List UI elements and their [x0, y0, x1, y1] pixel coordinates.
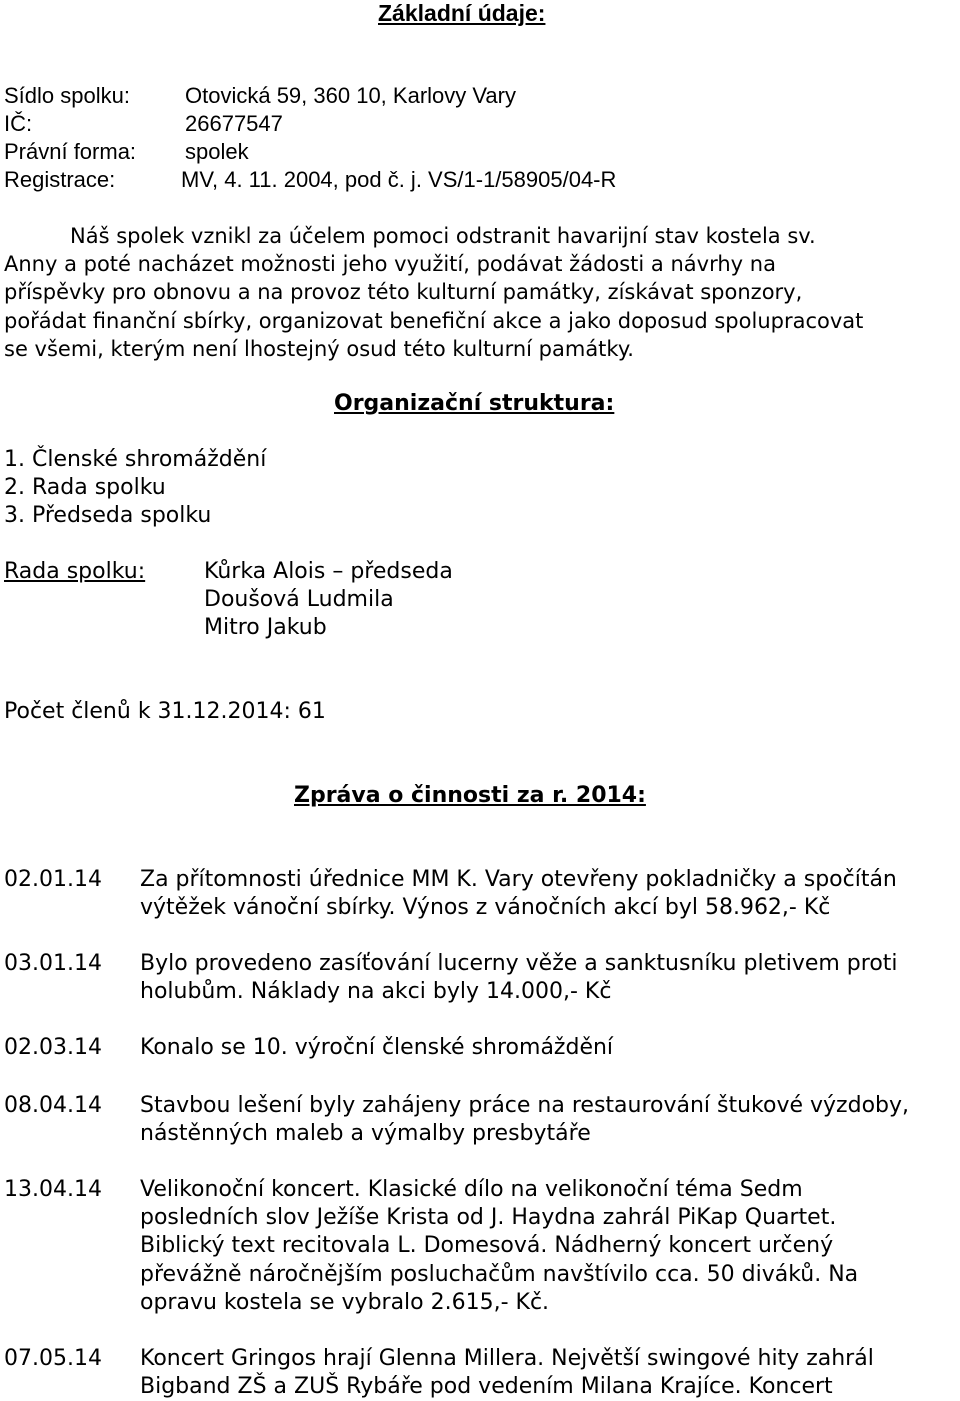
basic-label-legal-form: Právní forma: [4, 139, 137, 164]
report-line: Velikonoční koncert. Klasické dílo na velikonoční téma Sedm [140, 1177, 803, 1202]
purpose-paragraph [4, 222, 956, 363]
basic-heading: Základní údaje: [378, 0, 546, 26]
report-line: převážně náročnějším posluchačům navštívilo cca. 50 diváků. Na [140, 1261, 859, 1287]
report-line: výtěžek vánoční sbírky. Výnos z vánočních akcí byl 58.962,- Kč [140, 895, 831, 921]
report-description [140, 1345, 956, 1401]
basic-label-ico: IČ: [4, 111, 33, 136]
basic-label-registration: Registrace: [4, 167, 116, 192]
report-date: 07.05.14 [4, 1346, 102, 1371]
report-description [140, 1176, 956, 1317]
purpose-line: příspěvky pro obnovu a na provoz této kulturní památky, získávat sponzory, [4, 280, 803, 305]
report-line: Bigband ZŠ a ZUŠ Rybáře pod vedením Milana Krajíce. Koncert [140, 1374, 833, 1400]
report-line: Koncert Gringos hrají Glenna Millera. Největší swingové hity zahrál [140, 1346, 874, 1371]
report-date: 13.04.14 [4, 1177, 102, 1202]
council-member: Mitro Jakub [204, 615, 327, 640]
report-line: Bylo provedeno zasíťování lucerny věže a sanktusníku pletivem proti [140, 951, 898, 976]
report-line: opravu kostela se vybralo 2.615,- Kč. [140, 1289, 550, 1315]
report-date: 02.03.14 [4, 1035, 102, 1060]
members-count: Počet členů k 31.12.2014: 61 [4, 699, 326, 724]
council-member: Kůrka Alois – předseda [204, 559, 453, 584]
report-line: posledních slov Ježíše Krista od J. Haydna zahrál PiKap Quartet. [140, 1205, 837, 1231]
report-date: 02.01.14 [4, 867, 102, 892]
report-line: Biblický text recitovala L. Domesová. Nádherný koncert určený [140, 1233, 834, 1259]
report-heading: Zpráva o činnosti za r. 2014: [294, 783, 646, 808]
purpose-line: Náš spolek vznikl za účelem pomoci odstranit havarijní stav kostela sv. [70, 224, 816, 248]
purpose-line: pořádat finanční sbírky, organizovat benefiční akce a jako doposud spolupracovat [4, 308, 864, 333]
report-description [140, 1092, 956, 1148]
basic-value-ico: 26677547 [185, 111, 283, 136]
report-description [140, 866, 956, 922]
structure-heading: Organizační struktura: [334, 391, 615, 416]
basic-label-seat: Sídlo spolku: [4, 83, 130, 108]
council-member: Doušová Ludmila [204, 587, 394, 612]
basic-value-registration: MV, 4. 11. 2004, pod č. j. VS/1-1/58905/04-R [181, 167, 617, 192]
purpose-line: Anny a poté nacházet možnosti jeho využití, podávat žádosti a návrhy na [4, 252, 776, 277]
basic-value-seat: Otovická 59, 360 10, Karlovy Vary [185, 83, 516, 108]
structure-item: 2. Rada spolku [4, 475, 166, 500]
report-line: nástěnných maleb a výmalby presbytáře [140, 1121, 591, 1147]
purpose-line: se všemi, kterým není lhostejný osud této kulturní památky. [4, 336, 634, 361]
structure-item: 3. Předseda spolku [4, 503, 212, 528]
report-description [140, 1034, 956, 1062]
report-description [140, 950, 956, 1006]
report-line: Za přítomnosti úřednice MM K. Vary otevřeny pokladničky a spočítán [140, 867, 897, 892]
report-date: 03.01.14 [4, 951, 102, 976]
report-line: Stavbou lešení byly zahájeny práce na restaurování štukové výzdoby, [140, 1093, 910, 1118]
council-label: Rada spolku: [4, 559, 146, 584]
structure-item: 1. Členské shromáždění [4, 447, 267, 472]
report-line: holubům. Náklady na akci byly 14.000,- Kč [140, 979, 612, 1005]
basic-value-legal-form: spolek [185, 139, 249, 164]
report-date: 08.04.14 [4, 1093, 102, 1118]
report-line: Konalo se 10. výroční členské shromáždění [140, 1035, 614, 1060]
